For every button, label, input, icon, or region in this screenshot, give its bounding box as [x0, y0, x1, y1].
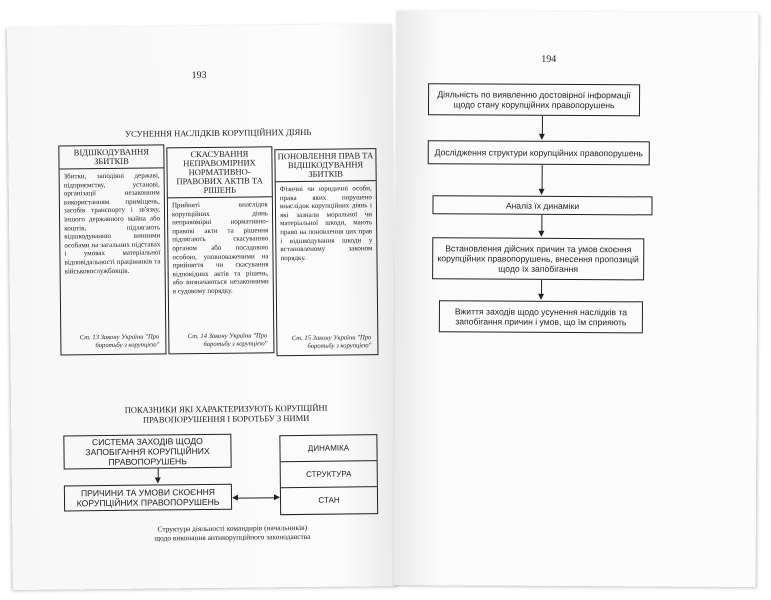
flow-arrow-3-icon [538, 231, 544, 237]
caption-line-1: Структура діяльності командирів (начальників) [157, 522, 308, 534]
page-number-right: 194 [541, 53, 557, 65]
indicator-right-group [279, 434, 378, 515]
box-compensation [58, 144, 166, 355]
box-compensation-citation: Ст. 13 Закону України "Про боротьбу з корупцією" [79, 333, 160, 350]
box-restoration-citation: Ст. 15 Закону України "Про боротьбу з корупцією" [291, 334, 372, 350]
box-compensation-text: Збитки, заподіяні державі, підприємству, установі, організації незаконним використанням приміщень, засобів транспорту і зв'язку, іншого державного майна або коштів, підлягають відшкодуванню винними особами на загальних підставах і умовах матеріальної відповідальності працівників та військовослужбовців. [63, 171, 161, 275]
flow-step-4: Встановлення дійсних причин та умов скоєння корупційних правопорушень, внесення пропозицій щодо їх запобігання [432, 237, 644, 280]
flow-step-2: Дослідження структури корупційних правопорушень [428, 140, 650, 165]
right-page [393, 11, 758, 587]
flow-step-5: Вжиття заходів щодо усунення наслідків та запобігання причин і умов, що їм сприяють [439, 300, 643, 333]
box-restoration-title: ПОНОВЛЕННЯ ПРАВ ТА ВІДШКОДУВАННЯ ЗБИТКІВ [275, 149, 375, 182]
indicators-title: ПОКАЗНИКИ ЯКІ ХАРАКТЕРИЗУЮТЬ КОРУПЦІЙНІ ПРАВОПОРУШЕННЯ І БОРОТЬБУ З НИМИ [124, 402, 328, 425]
indicator-dynamics: ДИНАМІКА [280, 435, 376, 462]
box-cancellation-text: Прийняті внаслідок корупційних діянь неправомірні нормативно-правові акти та рішення підлягають скасуванню органом або посадовою особою, уповноваженими на прийняття чи скасування відповідних актів та рішень, або визначаються незаконними в судовому порядку. [171, 200, 269, 296]
box-cancellation-title: СКАСУВАННЯ НЕПРАВОМІРНИХ НОРМАТИВНО-ПРАВОВИХ АКТІВ ТА РІШЕНЬ [167, 147, 272, 198]
indicator-causes-box: ПРИЧИНИ ТА УМОВИ СКОЄННЯ КОРУПЦІЙНИХ ПРАВОПОРУШЕНЬ [64, 484, 232, 512]
page-number-left: 193 [191, 69, 207, 82]
indicator-state: СТАН [318, 495, 340, 505]
arrow-left-icon [232, 495, 238, 501]
flow-arrow-4-icon [538, 294, 544, 300]
flow-arrow-1-icon [539, 134, 545, 140]
indicator-system-box: СИСТЕМА ЗАХОДІВ ЩОДО ЗАПОБІГАННЯ КОРУПЦІЙНИХ ПРАВОПОРУШЕНЬ [63, 434, 231, 470]
indicator-structure: СТРУКТУРА [281, 461, 377, 488]
caption-line-2: щодо виконання антикорупційного законодавства [154, 531, 311, 543]
box-compensation-title: ВІДШКОДУВАННЯ ЗБИТКІВ [59, 145, 163, 169]
box-cancellation-citation: Ст. 14 Закону України "Про боротьбу з корупцією" [187, 332, 268, 348]
box-restoration [274, 148, 378, 356]
arrow-down-icon [155, 477, 161, 483]
double-arrow-line [234, 497, 278, 498]
flow-step-3: Аналіз їх динаміки [432, 195, 652, 215]
left-page [7, 24, 398, 590]
flow-step-1: Діяльність по виявленню достовірної інформації щодо стану корупційних правопорушень [428, 83, 640, 116]
box-cancellation [166, 146, 274, 354]
box-restoration-text: Фізичні чи юридичні особи, права яких порушено внаслідок корупційних діянь і які зазнали моральної чи матеріальної шкоди, мають право на поновлення цих прав і відшкодування шкоди у встановленому законом порядку. [279, 184, 373, 262]
flow-arrow-2-icon [539, 189, 545, 195]
section-title: УСУНЕННЯ НАСЛІДКІВ КОРУПЦІЙНИХ ДІЯНЬ [125, 126, 312, 139]
caption [107, 522, 357, 543]
